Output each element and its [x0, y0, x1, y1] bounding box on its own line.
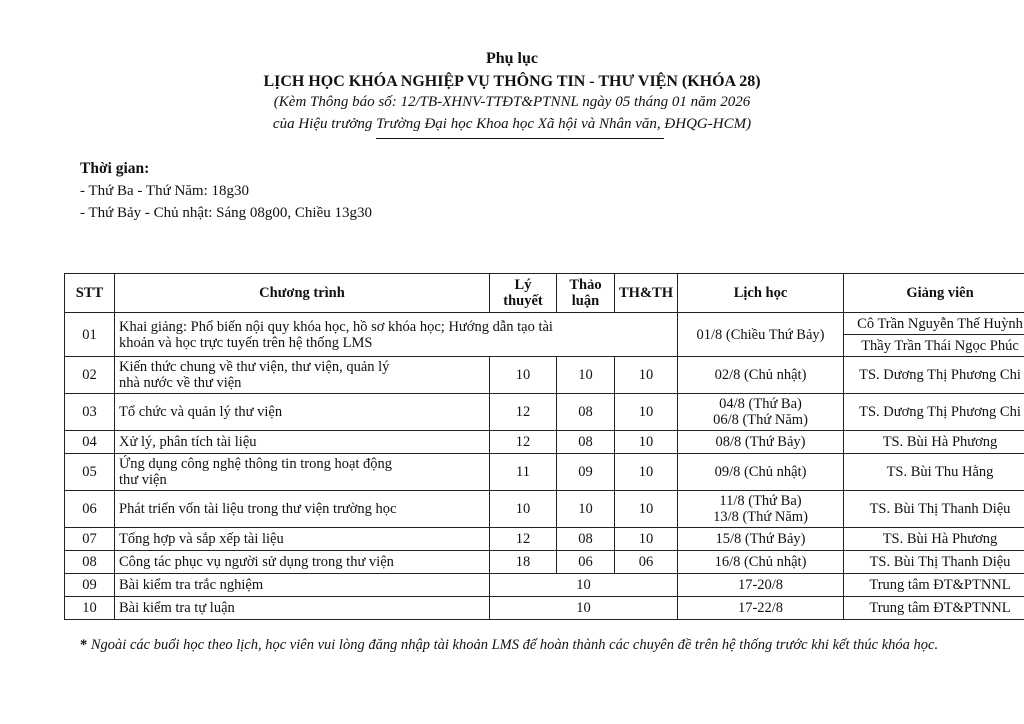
header-discussion: Thảo luận	[557, 274, 615, 313]
cell-theory: 12	[490, 528, 557, 551]
cell-discussion: 10	[557, 491, 615, 528]
footnote-star: *	[80, 637, 88, 653]
table-row	[65, 394, 1024, 431]
cell-lecturer: Trung tâm ĐT&PTNNL	[844, 597, 1024, 620]
appendix-label: Phụ lục	[485, 50, 538, 67]
cell-stt: 02	[65, 357, 115, 394]
cell-schedule: 02/8 (Chủ nhật)	[678, 357, 844, 394]
time-line-weekday: - Thứ Ba - Thứ Năm: 18g30	[80, 183, 250, 199]
cell-program: Bài kiểm tra tự luận	[115, 597, 490, 620]
cell-stt: 05	[65, 454, 115, 491]
cell-schedule: 15/8 (Thứ Bảy)	[678, 528, 844, 551]
cell-schedule: 16/8 (Chủ nhật)	[678, 551, 844, 574]
footnote	[80, 634, 960, 656]
header-theory: Lý thuyết	[490, 274, 557, 313]
cell-schedule: 09/8 (Chủ nhật)	[678, 454, 844, 491]
cell-lecturer: TS. Bùi Thị Thanh Diệu	[844, 551, 1024, 574]
cell-schedule: 17-22/8	[678, 597, 844, 620]
subtitle-line-2: của Hiệu trưởng Trường Đại học Khoa học Xã hội và Nhân văn, ĐHQG-HCM)	[272, 116, 752, 132]
cell-discussion: 08	[557, 528, 615, 551]
cell-practice: 10	[615, 491, 678, 528]
cell-discussion: 10	[557, 357, 615, 394]
header-underline	[376, 138, 664, 139]
cell-practice: 10	[615, 528, 678, 551]
cell-program: Bài kiểm tra trắc nghiệm	[115, 574, 490, 597]
cell-program: Tổ chức và quản lý thư viện	[115, 394, 490, 431]
time-line-weekend: - Thứ Bảy - Chủ nhật: Sáng 08g00, Chiều 13g30	[80, 205, 373, 221]
cell-theory: 10	[490, 491, 557, 528]
cell-lecturer: Trung tâm ĐT&PTNNL	[844, 574, 1024, 597]
cell-lecturer: TS. Dương Thị Phương Chi	[844, 394, 1024, 431]
cell-lecturer: TS. Bùi Thị Thanh Diệu	[844, 491, 1024, 528]
cell-theory: 10	[490, 357, 557, 394]
cell-stt: 03	[65, 394, 115, 431]
header-schedule: Lịch học	[678, 274, 844, 313]
cell-practice: 10	[615, 454, 678, 491]
cell-program: Công tác phục vụ người sử dụng trong thư viện	[115, 551, 490, 574]
cell-schedule: 01/8 (Chiều Thứ Bảy)	[678, 313, 844, 357]
cell-program: Tổng hợp và sắp xếp tài liệu	[115, 528, 490, 551]
cell-stt: 10	[65, 597, 115, 620]
header-lecturer: Giảng viên	[844, 274, 1024, 313]
cell-schedule: 08/8 (Thứ Bảy)	[678, 431, 844, 454]
table-row	[65, 357, 1024, 394]
cell-merged-hours: 10	[490, 597, 678, 620]
cell-practice: 06	[615, 551, 678, 574]
cell-discussion: 06	[557, 551, 615, 574]
cell-practice: 10	[615, 431, 678, 454]
cell-stt: 01	[65, 313, 115, 357]
schedule-table	[64, 273, 1024, 620]
cell-practice: 10	[615, 394, 678, 431]
cell-discussion: 08	[557, 394, 615, 431]
header-stt: STT	[65, 274, 115, 313]
cell-program: Ứng dụng công nghệ thông tin trong hoạt động thư viện	[115, 454, 490, 491]
cell-program: Kiến thức chung về thư viện, thư viện, quản lý nhà nước về thư viện	[115, 357, 490, 394]
cell-lecturer: Thầy Trần Thái Ngọc Phúc	[844, 335, 1024, 357]
table-row	[65, 528, 1024, 551]
table-row	[65, 431, 1024, 454]
cell-lecturer: TS. Bùi Thu Hằng	[844, 454, 1024, 491]
header-program: Chương trình	[115, 274, 490, 313]
table-row	[65, 551, 1024, 574]
cell-program: Khai giảng: Phổ biến nội quy khóa học, hồ sơ khóa học; Hướng dẫn tạo tài khoản và học trực tuyến trên hệ thống LMS	[115, 313, 678, 357]
table-row	[65, 313, 1024, 335]
table-row	[65, 454, 1024, 491]
cell-practice: 10	[615, 357, 678, 394]
cell-stt: 07	[65, 528, 115, 551]
cell-stt: 04	[65, 431, 115, 454]
cell-theory: 11	[490, 454, 557, 491]
table-row	[65, 574, 1024, 597]
cell-theory: 12	[490, 394, 557, 431]
cell-schedule: 17-20/8	[678, 574, 844, 597]
cell-lecturer: TS. Dương Thị Phương Chi	[844, 357, 1024, 394]
cell-schedule: 04/8 (Thứ Ba) 06/8 (Thứ Năm)	[678, 394, 844, 431]
table-row	[65, 597, 1024, 620]
header-practice: TH&TH	[615, 274, 678, 313]
cell-program: Phát triển vốn tài liệu trong thư viện trường học	[115, 491, 490, 528]
cell-schedule: 11/8 (Thứ Ba) 13/8 (Thứ Năm)	[678, 491, 844, 528]
cell-lecturer: TS. Bùi Hà Phương	[844, 528, 1024, 551]
time-title: Thời gian:	[80, 160, 150, 177]
cell-discussion: 08	[557, 431, 615, 454]
cell-stt: 09	[65, 574, 115, 597]
cell-program: Xử lý, phân tích tài liệu	[115, 431, 490, 454]
document-title: LỊCH HỌC KHÓA NGHIỆP VỤ THÔNG TIN - THƯ VIỆN (KHÓA 28)	[263, 73, 761, 90]
cell-theory: 12	[490, 431, 557, 454]
table-row	[65, 491, 1024, 528]
cell-stt: 08	[65, 551, 115, 574]
cell-lecturer: TS. Bùi Hà Phương	[844, 431, 1024, 454]
footnote-text: Ngoài các buổi học theo lịch, học viên vui lòng đăng nhập tài khoản LMS để hoàn thành các chuyên đề trên hệ thống trước khi kết thúc khóa học.	[87, 637, 939, 653]
cell-lecturer: Cô Trần Nguyễn Thế Huỳnh	[844, 313, 1024, 335]
cell-merged-hours: 10	[490, 574, 678, 597]
table-header-row	[65, 274, 1024, 313]
subtitle-line-1: (Kèm Thông báo số: 12/TB-XHNV-TTĐT&PTNNL ngày 05 tháng 01 năm 2026	[273, 94, 751, 110]
cell-stt: 06	[65, 491, 115, 528]
cell-discussion: 09	[557, 454, 615, 491]
cell-theory: 18	[490, 551, 557, 574]
